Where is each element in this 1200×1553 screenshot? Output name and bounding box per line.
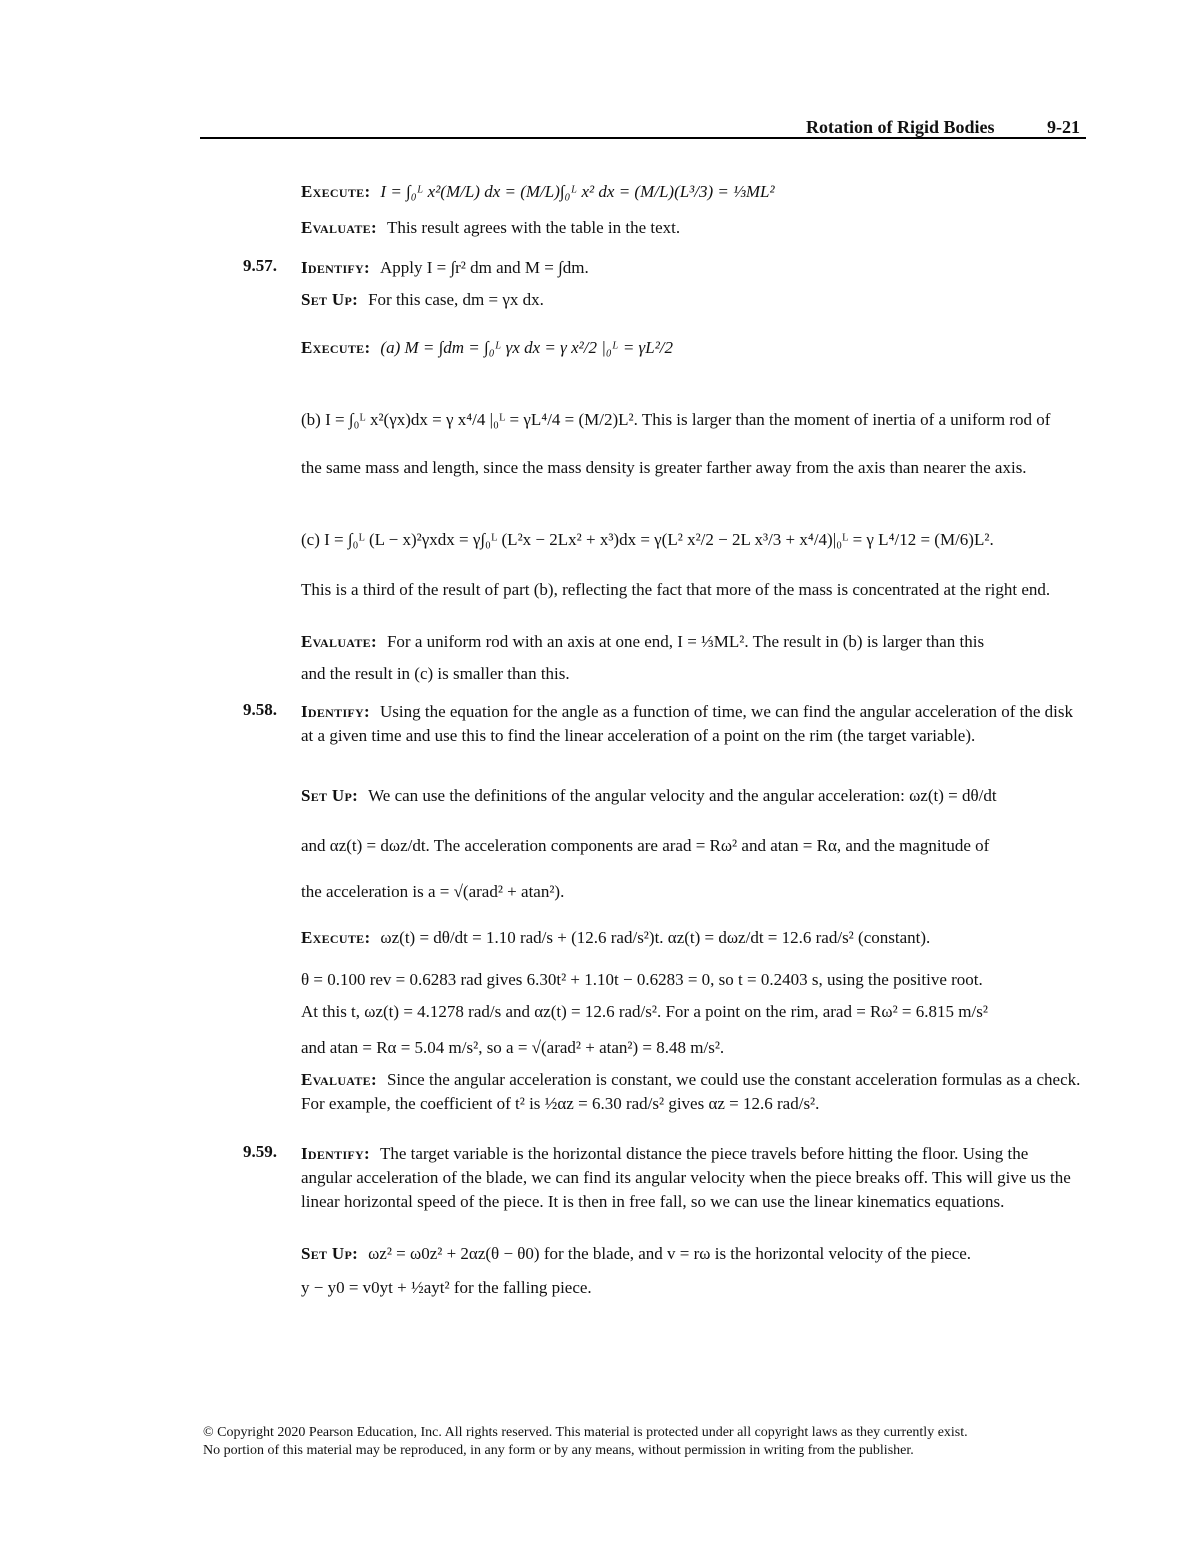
- p957-exec-a-math: (a) M = ∫dm = ∫₀ᴸ γx dx = γ x²/2 |₀ᴸ = γL²/2: [380, 338, 674, 357]
- setup-label: Set Up:: [301, 786, 359, 805]
- evaluate-label: Evaluate:: [301, 218, 377, 237]
- problem-number-958: 9.58.: [243, 700, 277, 719]
- p958-identify: [301, 700, 1081, 748]
- header-rule: [200, 137, 1086, 139]
- p956-execute-math: I = ∫₀ᴸ x²(M/L) dx = (M/L)∫₀ᴸ x² dx = (M/L)(L³/3) = ⅓ML²: [380, 182, 775, 201]
- execute-label: Execute:: [301, 338, 371, 357]
- evaluate-label: Evaluate:: [301, 632, 377, 651]
- identify-label: Identify:: [301, 702, 370, 721]
- execute-label: Execute:: [301, 928, 371, 947]
- identify-label: Identify:: [301, 258, 370, 277]
- p959-setup-text: ωz² = ω0z² + 2αz(θ − θ0) for the blade, and v = rω is the horizontal velocity of the piece.: [368, 1244, 972, 1263]
- identify-label: Identify:: [301, 1144, 370, 1163]
- p957-exec-b2: the same mass and length, since the mass density is greater farther away from the axis than nearer the axis.: [301, 458, 1027, 477]
- p957-setup-text: For this case, dm = γx dx.: [368, 290, 544, 309]
- p956-execute: [301, 180, 775, 204]
- p958-setup3: the acceleration is a = √(arad² + atan²).: [301, 882, 565, 901]
- running-header-title: Rotation of Rigid Bodies: [806, 117, 995, 137]
- p959-identify-text: The target variable is the horizontal distance the piece travels before hitting the floor. Using the angular acceleration of the blade, we can find its angular velocity when the piece breaks off. This will give us the linear horizontal speed of the piece. It is then in free fall, so we can use the linear kinematics equations.: [301, 1144, 1071, 1211]
- p958-exec3: At this t, ωz(t) = 4.1278 rad/s and αz(t) = 12.6 rad/s². For a point on the rim, arad = Rω² = 6.815 m/s²: [301, 1002, 988, 1021]
- p957-identify: [301, 256, 589, 280]
- p958-evaluate-text: Since the angular acceleration is constant, we could use the constant acceleration formulas as a check. For example, the coefficient of t² is ½αz = 6.30 rad/s² gives αz = 12.6 rad/s².: [301, 1070, 1081, 1113]
- p957-evaluate: [301, 630, 984, 654]
- p958-execute-text: ωz(t) = dθ/dt = 1.10 rad/s + (12.6 rad/s²)t. αz(t) = dωz/dt = 12.6 rad/s² (constant).: [380, 928, 931, 947]
- p956-evaluate: [301, 216, 680, 240]
- execute-label: Execute:: [301, 182, 371, 201]
- p957-evaluate-text: For a uniform rod with an axis at one end, I = ⅓ML². The result in (b) is larger than this: [386, 632, 985, 651]
- p957-execute-a: [301, 336, 673, 360]
- p958-exec2: θ = 0.100 rev = 0.6283 rad gives 6.30t² + 1.10t − 0.6283 = 0, so t = 0.2403 s, using the positive root.: [301, 970, 983, 989]
- p958-identify-text: Using the equation for the angle as a function of time, we can find the angular acceleration of the disk at a given time and use this to find the linear acceleration of a point on the rim (the target variable).: [301, 702, 1073, 745]
- problem-number-957: 9.57.: [243, 256, 277, 275]
- page-number: 9-21: [1047, 117, 1080, 137]
- p958-exec4: and atan = Rα = 5.04 m/s², so a = √(arad² + atan²) = 8.48 m/s².: [301, 1038, 725, 1057]
- p958-setup-text: We can use the definitions of the angular velocity and the angular acceleration: ωz(t) = dθ/dt: [368, 786, 997, 805]
- p957-evaluate2: and the result in (c) is smaller than this.: [301, 664, 570, 683]
- p956-evaluate-text: This result agrees with the table in the text.: [386, 218, 681, 237]
- p957-exec-c: (c) I = ∫₀ᴸ (L − x)²γxdx = γ∫₀ᴸ (L²x − 2Lx² + x³)dx = γ(L² x²/2 − 2L x³/3 + x⁴/4)|₀ᴸ = γ L⁴/12 = (M/6)L².: [301, 530, 994, 549]
- copyright-line-2: No portion of this material may be reproduced, in any form or by any means, without permission in writing from the publisher.: [203, 1443, 914, 1458]
- evaluate-label: Evaluate:: [301, 1070, 377, 1089]
- p957-setup: [301, 288, 544, 312]
- setup-label: Set Up:: [301, 290, 359, 309]
- p959-setup2: y − y0 = v0yt + ½ayt² for the falling piece.: [301, 1278, 592, 1297]
- p958-setup2: and αz(t) = dωz/dt. The acceleration components are arad = Rω² and atan = Rα, and the magnitude of: [301, 836, 990, 855]
- setup-label: Set Up:: [301, 1244, 359, 1263]
- p957-exec-b: (b) I = ∫₀ᴸ x²(γx)dx = γ x⁴/4 |₀ᴸ = γL⁴/4 = (M/2)L². This is larger than the moment of inertia of a uniform rod of: [301, 410, 1051, 429]
- copyright-line-1: © Copyright 2020 Pearson Education, Inc. All rights reserved. This material is protected under all copyright laws as they currently exist.: [203, 1425, 968, 1440]
- p958-evaluate: [301, 1068, 1081, 1116]
- p958-setup: [301, 784, 997, 808]
- p958-execute: [301, 926, 930, 950]
- p959-setup: [301, 1242, 971, 1266]
- p957-exec-c2: This is a third of the result of part (b), reflecting the fact that more of the mass is concentrated at the right end.: [301, 580, 1051, 599]
- p959-identify: [301, 1142, 1081, 1214]
- p957-identify-text: Apply I = ∫r² dm and M = ∫dm.: [379, 258, 589, 277]
- problem-number-959: 9.59.: [243, 1142, 277, 1161]
